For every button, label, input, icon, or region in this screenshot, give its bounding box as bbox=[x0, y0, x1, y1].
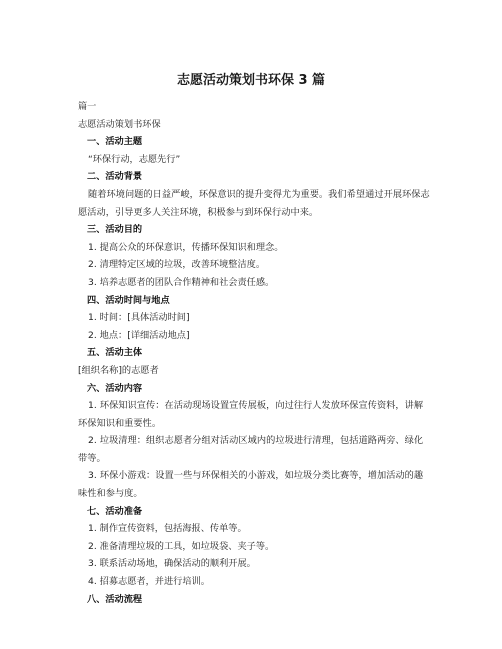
purpose-item-2: 2. 清理特定区域的垃圾，改善环境整洁度。 bbox=[88, 259, 266, 271]
heading-background: 二、活动背景 bbox=[87, 171, 143, 183]
document-body bbox=[78, 98, 428, 608]
document-title: 志愿活动策划书环保 3 篇 bbox=[176, 73, 326, 88]
preparation-item-4: 4. 招募志愿者，并进行培训。 bbox=[88, 576, 210, 588]
preparation-item-3: 3. 联系活动场地，确保活动的顺利开展。 bbox=[88, 558, 256, 570]
heading-purpose: 三、活动目的 bbox=[87, 224, 143, 236]
content-item-2-line-2: 带等。 bbox=[78, 452, 106, 464]
content-item-1-line-1: 1. 环保知识宣传：在活动现场设置宣传展板，向过往行人发放环保宣传资料，讲解 bbox=[88, 400, 424, 412]
heading-organizer: 五、活动主体 bbox=[87, 347, 143, 359]
content-item-2-line-1: 2. 垃圾清理：组织志愿者分组对活动区域内的垃圾进行清理，包括道路两旁、绿化 bbox=[88, 435, 424, 447]
theme-text: “环保行动，志愿先行” bbox=[88, 153, 181, 165]
heading-content: 六、活动内容 bbox=[87, 382, 143, 394]
heading-theme: 一、活动主题 bbox=[87, 136, 143, 148]
purpose-item-1: 1. 提高公众的环保意识，传播环保知识和理念。 bbox=[88, 241, 284, 253]
section-label: 篇一 bbox=[78, 101, 97, 112]
background-line-1: 随着环境问题的日益严峻，环保意识的提升变得尤为重要。我们希望通过开展环保志 bbox=[88, 188, 430, 200]
content-item-3-line-2: 味性和参与度。 bbox=[78, 488, 143, 500]
heading-process: 八、活动流程 bbox=[87, 593, 143, 605]
heading-preparation: 七、活动准备 bbox=[87, 505, 143, 517]
content-item-1-line-2: 环保知识和重要性。 bbox=[78, 417, 162, 429]
heading-time-place: 四、活动时间与地点 bbox=[87, 294, 170, 306]
time-item: 1. 时间：[具体活动时间] bbox=[88, 312, 190, 324]
content-item-3-line-1: 3. 环保小游戏：设置一些与环保相关的小游戏，如垃圾分类比赛等，增加活动的趣 bbox=[88, 470, 424, 482]
content-item-1 bbox=[78, 397, 428, 432]
preparation-item-1: 1. 制作宣传资料，包括海报、传单等。 bbox=[88, 523, 247, 535]
organizer-text: [组织名称]的志愿者 bbox=[78, 364, 159, 376]
content-item-2 bbox=[78, 432, 428, 467]
preparation-item-2: 2. 准备清理垃圾的工具，如垃圾袋、夹子等。 bbox=[88, 540, 275, 552]
background-line-2: 愿活动，引导更多人关注环境，积极参与到环保行动中来。 bbox=[78, 206, 319, 218]
purpose-item-3: 3. 培养志愿者的团队合作精神和社会责任感。 bbox=[88, 276, 275, 288]
content-item-3 bbox=[78, 467, 428, 502]
place-item: 2. 地点：[详细活动地点] bbox=[88, 329, 190, 341]
background-paragraph bbox=[78, 186, 428, 221]
subtitle: 志愿活动策划书环保 bbox=[78, 118, 161, 130]
